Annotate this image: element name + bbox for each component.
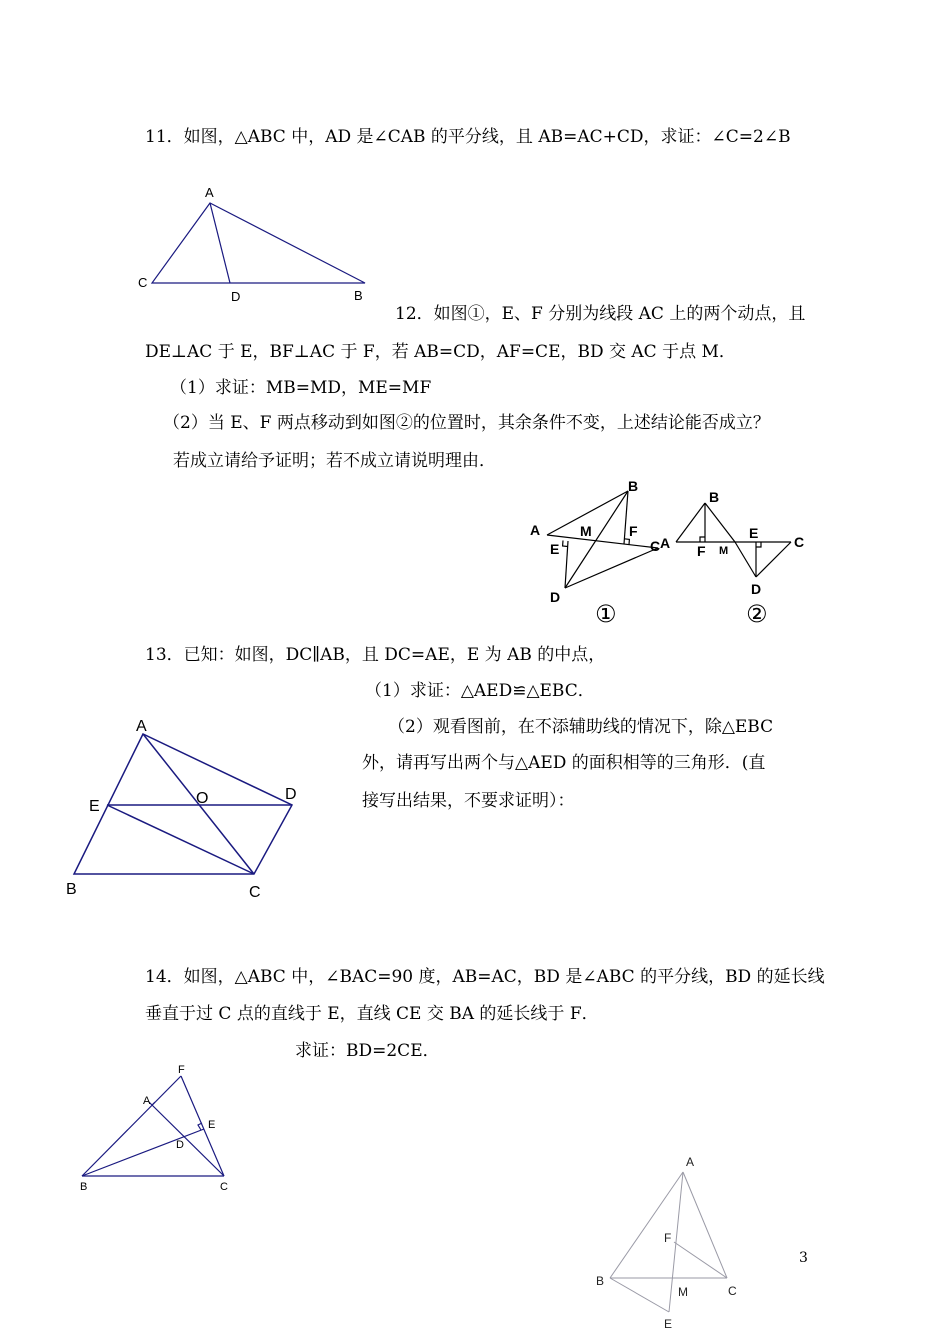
fig-bottom-label-A: A: [686, 1155, 695, 1169]
page-number: 3: [799, 1250, 808, 1266]
fig2-label-A: A: [660, 535, 671, 551]
problem-13-line-2: （1）求证：△AED≌△EBC．: [365, 681, 595, 701]
problem-11-text: 11．如图，△ABC 中，AD 是∠CAB 的平分线，且 AB=AC+CD，求证：∠C=2∠B: [145, 127, 791, 147]
fig14-label-F: F: [178, 1064, 185, 1076]
figure-problem-14: [70, 1060, 250, 1200]
problem-13-line-1: 13．已知：如图，DC∥AB，且 DC=AE，E 为 AB 的中点，: [145, 645, 606, 665]
fig-bottom-label-C: C: [728, 1284, 737, 1298]
fig1-label-C: C: [650, 538, 661, 554]
fig14-label-B: B: [80, 1181, 88, 1193]
fig1-label-M: M: [580, 523, 592, 539]
fig2-label-C: C: [794, 534, 805, 550]
fig2-label-E: E: [749, 525, 759, 541]
fig13-label-O: O: [196, 790, 209, 807]
fig-bottom-label-B: B: [596, 1274, 605, 1288]
fig1-number: ①: [595, 601, 617, 628]
fig2-label-B: B: [709, 489, 720, 505]
fig14-label-E: E: [208, 1119, 216, 1131]
problem-12-line-3: （1）求证：MB=MD，ME=MF: [170, 378, 432, 398]
problem-12-line-1: 12．如图①，E、F 分别为线段 AC 上的两个动点，且: [395, 304, 806, 324]
fig2-label-D: D: [751, 581, 762, 597]
fig1-label-E: E: [550, 541, 560, 557]
figure-bottom: [590, 1150, 750, 1340]
problem-12-line-5: 若成立请给予证明；若不成立请说明理由．: [173, 451, 496, 471]
fig1-label-A: A: [530, 522, 541, 538]
fig13-label-E: E: [89, 798, 100, 815]
figure-problem-12: [525, 476, 815, 636]
fig1-label-B: B: [628, 478, 639, 494]
fig-bottom-label-F: F: [664, 1231, 672, 1245]
fig14-label-A: A: [143, 1095, 151, 1107]
fig1-label-F: F: [629, 523, 638, 539]
fig14-label-C: C: [220, 1181, 228, 1193]
fig13-label-A: A: [136, 718, 147, 735]
fig13-label-B: B: [66, 881, 77, 898]
fig2-number: ②: [746, 601, 768, 628]
label-A: A: [205, 185, 214, 200]
problem-12-line-4: （2）当 E、F 两点移动到如图②的位置时，其余条件不变，上述结论能否成立？: [163, 413, 770, 433]
fig2-label-M: M: [719, 545, 729, 557]
label-D: D: [231, 289, 241, 304]
figure-problem-13: [60, 710, 320, 905]
problem-13-line-3: （2）观看图前，在不添辅助线的情况下，除△EBC: [388, 717, 774, 737]
figure-problem-11: [130, 180, 380, 305]
fig2-label-F: F: [697, 543, 706, 559]
problem-14-line-2: 垂直于过 C 点的直线于 E，直线 CE 交 BA 的延长线于 F．: [145, 1004, 599, 1024]
problem-14-line-1: 14．如图，△ABC 中，∠BAC=90 度，AB=AC，BD 是∠ABC 的平分线，BD 的延长线: [145, 967, 825, 987]
fig14-label-D: D: [176, 1139, 184, 1151]
problem-13-line-4: 外，请再写出两个与△AED 的面积相等的三角形．(直: [362, 753, 766, 773]
problem-12-line-2: DE⊥AC 于 E，BF⊥AC 于 F，若 AB=CD，AF=CE，BD 交 AC 于点 M．: [145, 342, 736, 362]
label-C: C: [138, 275, 148, 290]
fig13-label-D: D: [285, 786, 297, 803]
label-B: B: [354, 288, 363, 303]
fig1-label-D: D: [550, 589, 561, 605]
fig-bottom-label-E: E: [664, 1317, 673, 1331]
problem-13-line-5: 接写出结果，不要求证明）：: [362, 791, 575, 811]
fig-bottom-label-M: M: [678, 1285, 688, 1299]
fig13-label-C: C: [249, 884, 261, 901]
problem-14-line-3: 求证：BD=2CE．: [295, 1041, 440, 1061]
